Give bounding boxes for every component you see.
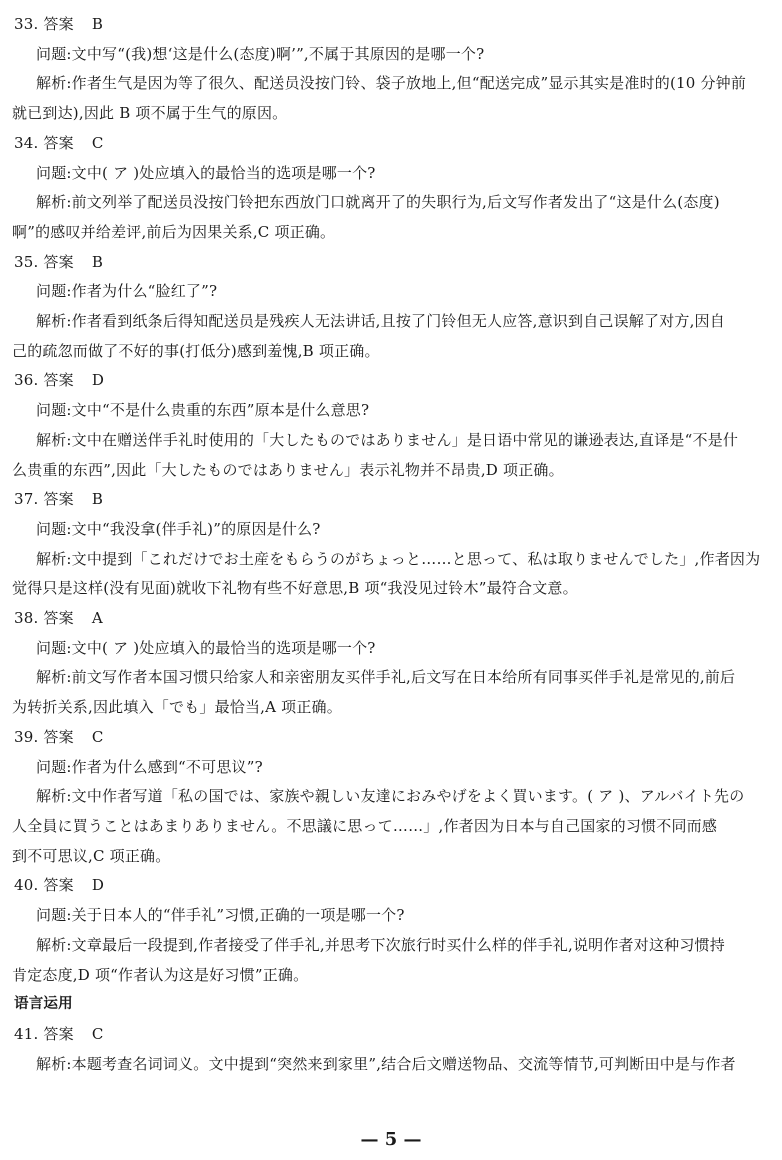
analysis-text — [12, 188, 774, 247]
analysis-line: 觉得只是这样(没有见面)就收下礼物有些不好意思,B 项“我没见过铃木”最符合文意。 — [12, 579, 578, 598]
question-number: 34. 答案 — [14, 133, 74, 152]
answer-letter: B — [91, 15, 104, 33]
answer-heading — [12, 129, 774, 159]
answer-heading — [12, 1020, 774, 1050]
analysis-text — [12, 545, 774, 604]
question-number: 39. 答案 — [14, 727, 74, 746]
question-text: 问题:关于日本人的“伴手礼”习惯,正确的一项是哪一个? — [36, 906, 405, 925]
question-number: 41. 答案 — [14, 1024, 74, 1043]
answer-item-40 — [12, 871, 774, 990]
analysis-line: 解析:前文写作者本国习惯只给家人和亲密朋友买伴手礼,后文写在日本给所有同事买伴手礼是常见的,前后 — [36, 668, 736, 687]
section-heading: 语言运用 — [14, 996, 73, 1013]
analysis-line: 啊”的感叹并给差评,前后为因果关系,C 项正确。 — [12, 222, 336, 241]
question-number: 36. 答案 — [14, 371, 74, 390]
answer-heading — [12, 248, 774, 278]
answer-item-35 — [12, 248, 774, 367]
answer-item-34 — [12, 129, 774, 248]
answer-heading — [12, 366, 774, 396]
answer-letter: B — [91, 252, 104, 271]
answer-letter: D — [91, 876, 105, 895]
page-number: — 5 — — [360, 1129, 422, 1150]
question-text: 问题:作者为什么“脸红了”? — [36, 282, 218, 301]
answer-heading — [12, 485, 774, 515]
analysis-line: 肯定态度,D 项“作者认为这是好习惯”正确。 — [12, 965, 309, 984]
analysis-text — [12, 663, 774, 722]
question-number: 35. 答案 — [14, 252, 74, 271]
analysis-line: 就已到达),因此 B 项不属于生气的原因。 — [12, 104, 288, 123]
question-text: 问题:文中“不是什么贵重的东西”原本是什么意思? — [36, 401, 370, 420]
question-text: 问题:作者为什么感到“不可思议”? — [36, 757, 263, 776]
analysis-text — [12, 426, 774, 485]
analysis-line: 解析:文中作者写道「私の国では、家族や親しい友達におみやげをよく買います。( ア )、アルバイト先の — [36, 787, 745, 806]
answer-item-41 — [12, 1020, 774, 1079]
analysis-text — [12, 782, 774, 871]
question-number: 38. 答案 — [14, 609, 74, 628]
analysis-text — [12, 931, 774, 990]
answer-item-39 — [12, 723, 774, 872]
answer-letter: C — [91, 133, 104, 152]
analysis-line: 解析:文中在赠送伴手礼时使用的「大したものではありません」是日语中常见的谦逊表达,直译是“不是什 — [36, 430, 739, 449]
question-text: 问题:文中( ア )处应填入的最恰当的选项是哪一个? — [36, 638, 376, 657]
analysis-line: 人全員に買うことはあまりありません。不思議に思って……」,作者因为日本与自己国家的习惯不同而感 — [12, 816, 718, 835]
answer-letter: C — [91, 1024, 104, 1043]
analysis-line: 解析:作者看到纸条后得知配送员是残疾人无法讲话,且按了门铃但无人应答,意识到自己误解了对方,因自 — [36, 312, 725, 331]
answer-letter: D — [91, 371, 105, 390]
analysis-text — [12, 307, 774, 366]
answer-heading — [12, 723, 774, 753]
analysis-line: 解析:作者生气是因为等了很久、配送员没按门铃、袋子放地上,但“配送完成”显示其实是准时的(10 分钟前 — [36, 74, 747, 93]
analysis-line: 为转折关系,因此填入「でも」最恰当,A 项正确。 — [12, 698, 342, 717]
answer-heading — [12, 871, 774, 901]
question-text: 问题:文中“我没拿(伴手礼)”的原因是什么? — [36, 519, 321, 538]
answer-letter: C — [91, 727, 104, 746]
question-number: 33. 答案 — [14, 15, 74, 33]
analysis-line: 解析:文章最后一段提到,作者接受了伴手礼,并思考下次旅行时买什么样的伴手礼,说明作者对这种习惯持 — [36, 935, 725, 954]
answer-item-36 — [12, 366, 774, 485]
document-page — [12, 10, 774, 1079]
answer-item-38 — [12, 604, 774, 723]
question-text: 问题:文中写“(我)想‘这是什么(态度)啊’”,不属于其原因的是哪一个? — [36, 44, 485, 63]
analysis-text — [12, 69, 774, 128]
question-text: 问题:文中( ア )处应填入的最恰当的选项是哪一个? — [36, 163, 376, 182]
answer-heading — [12, 10, 774, 40]
answer-item-37 — [12, 485, 774, 604]
analysis-line: 解析:文中提到「これだけでお土産をもらうのがちょっと……と思って、私は取りませんでした」,作者因为 — [36, 549, 761, 568]
analysis-line: 么贵重的东西”,因此「大したものではありません」表示礼物并不昂贵,D 项正确。 — [12, 460, 564, 479]
analysis-line: 解析:前文列举了配送员没按门铃把东西放门口就离开了的失职行为,后文写作者发出了“这是什么(态度) — [36, 193, 720, 212]
analysis-text — [12, 1050, 774, 1080]
analysis-line: 到不可思议,C 项正确。 — [12, 846, 171, 865]
question-number: 40. 答案 — [14, 876, 74, 895]
answer-letter: A — [91, 609, 103, 628]
answer-heading — [12, 604, 774, 634]
analysis-line: 解析:本题考查名词词义。文中提到“突然来到家里”,结合后文赠送物品、交流等情节,可判断田中是与作者 — [36, 1054, 736, 1073]
question-number: 37. 答案 — [14, 490, 74, 509]
answer-letter: B — [91, 490, 104, 509]
answer-item-33 — [12, 10, 774, 129]
analysis-line: 己的疏忽而做了不好的事(打低分)感到羞愧,B 项正确。 — [12, 341, 380, 360]
